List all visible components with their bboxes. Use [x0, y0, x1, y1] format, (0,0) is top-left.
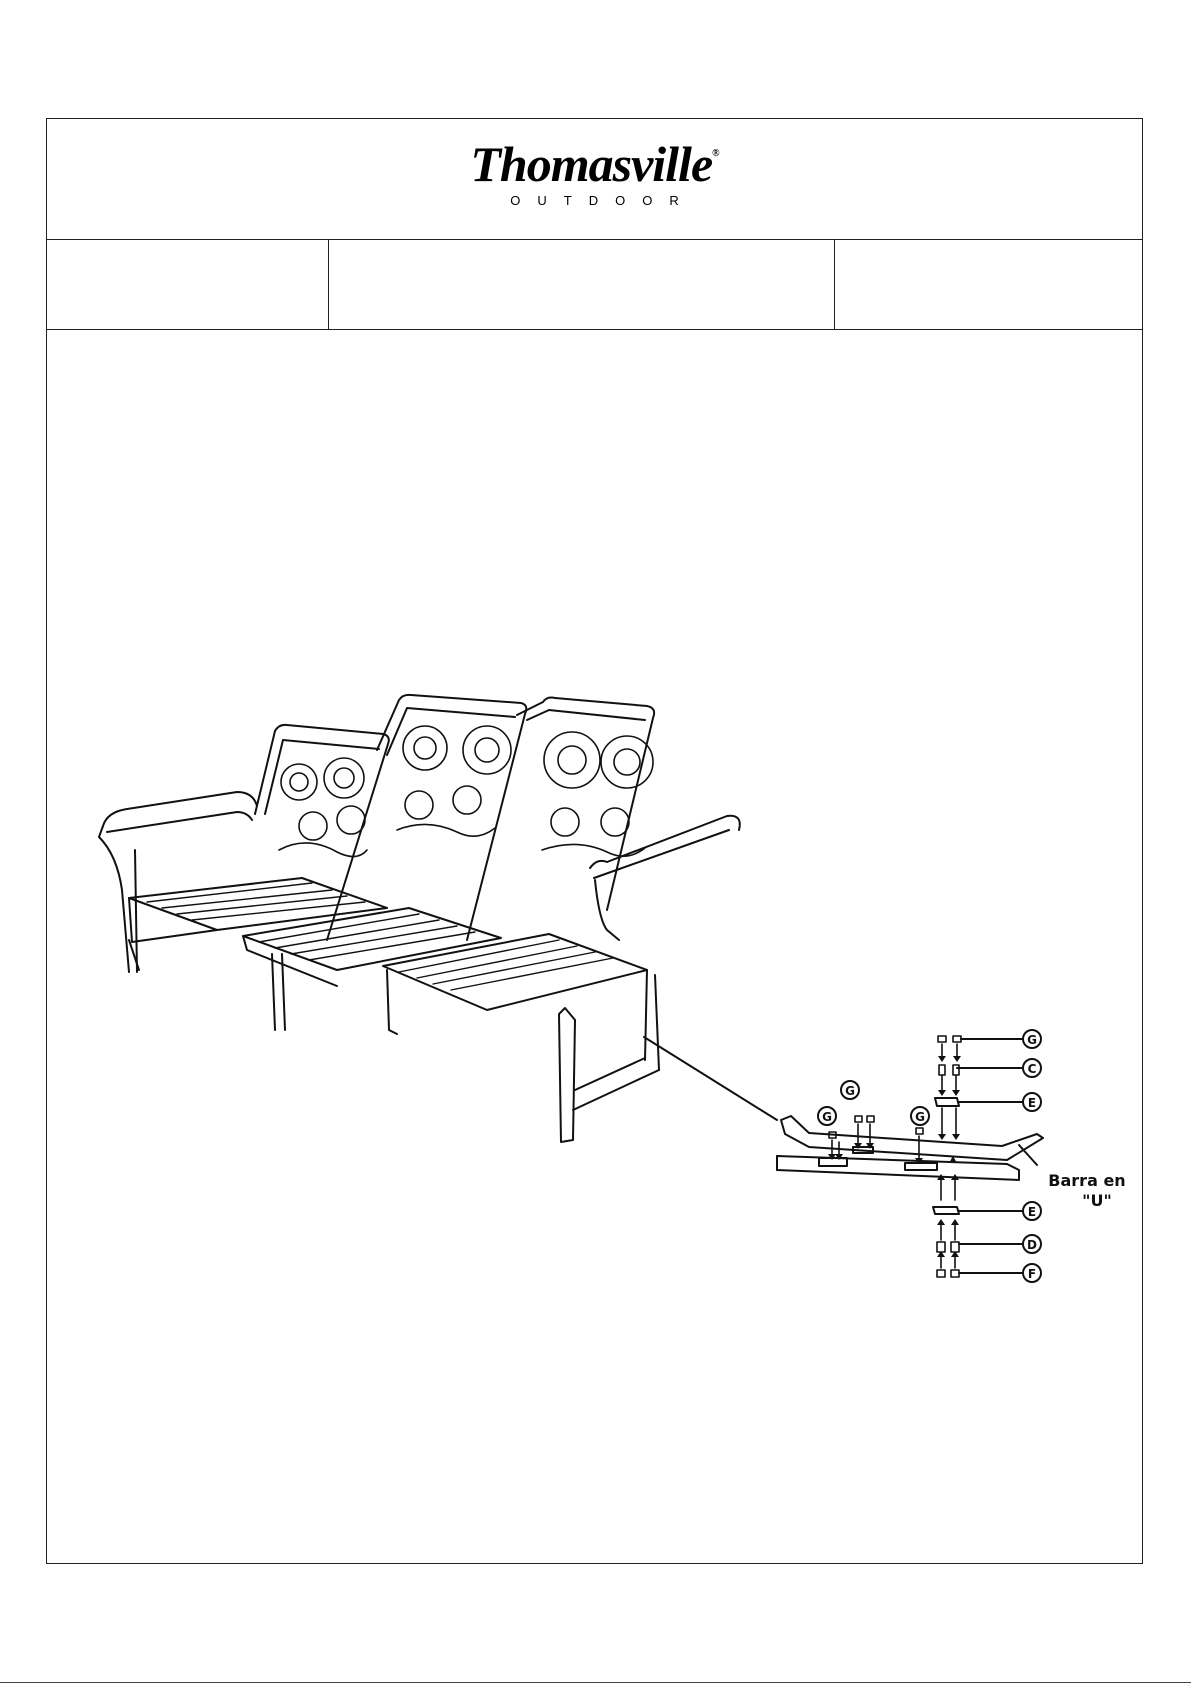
brand-subtitle: OUTDOOR	[510, 193, 696, 208]
right-front-leg	[559, 1008, 575, 1142]
info-cell-right	[835, 240, 1144, 329]
hardware-detail	[777, 1030, 1043, 1282]
label-g-upper-left: G	[845, 1084, 855, 1098]
label-g-left: G	[822, 1110, 832, 1124]
illustration-area	[47, 330, 1142, 1563]
label-g-middle: G	[915, 1110, 925, 1124]
leader-line	[644, 1037, 777, 1120]
u-bar-label-line1: Barra en	[1048, 1171, 1126, 1190]
page-frame	[46, 118, 1143, 1564]
registered-mark: ®	[712, 148, 719, 159]
left-chair-back	[255, 725, 389, 940]
info-row	[47, 240, 1142, 330]
upper-plate	[935, 1098, 959, 1106]
right-chair-back	[517, 698, 654, 911]
header	[47, 119, 1142, 240]
info-cell-left	[47, 240, 329, 329]
label-d: D	[1027, 1238, 1037, 1252]
brand-logo	[470, 136, 719, 208]
label-f: F	[1027, 1267, 1037, 1281]
label-e-top: E	[1027, 1096, 1037, 1110]
flat-slat	[777, 1156, 1019, 1180]
label-e-bottom: E	[1027, 1205, 1037, 1219]
label-c: C	[1027, 1062, 1037, 1076]
brand-name: Thomasville®	[470, 136, 719, 192]
label-g-top: G	[1027, 1033, 1037, 1047]
assembly-illustration	[47, 330, 1144, 1563]
info-cell-middle	[329, 240, 835, 329]
right-seat	[383, 934, 647, 1010]
bottom-rule	[0, 1682, 1191, 1683]
middle-chair-back	[377, 695, 526, 940]
lower-plate	[933, 1207, 959, 1214]
right-arm	[590, 816, 740, 868]
sofa-drawing	[99, 695, 740, 1142]
u-bar-label-line2: "U"	[1082, 1191, 1112, 1210]
